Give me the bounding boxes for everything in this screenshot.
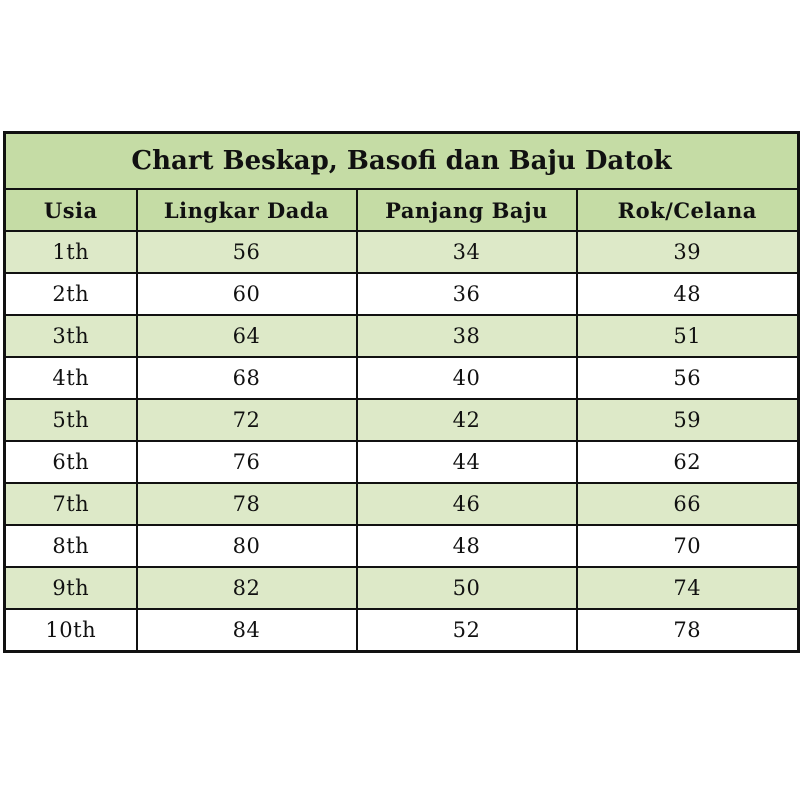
rok-celana-cell: 70 xyxy=(577,525,799,567)
lingkar-dada-cell: 60 xyxy=(137,273,357,315)
panjang-baju-cell: 50 xyxy=(357,567,577,609)
usia-cell: 9th xyxy=(5,567,137,609)
panjang-baju-cell: 34 xyxy=(357,231,577,273)
column-header-panjang-baju: Panjang Baju xyxy=(357,189,577,231)
rok-celana-cell: 59 xyxy=(577,399,799,441)
rok-celana-cell: 39 xyxy=(577,231,799,273)
usia-cell: 4th xyxy=(5,357,137,399)
panjang-baju-cell: 40 xyxy=(357,357,577,399)
usia-cell: 8th xyxy=(5,525,137,567)
lingkar-dada-cell: 76 xyxy=(137,441,357,483)
usia-cell: 3th xyxy=(5,315,137,357)
lingkar-dada-cell: 72 xyxy=(137,399,357,441)
table-row xyxy=(5,231,799,273)
column-header-lingkar-dada: Lingkar Dada xyxy=(137,189,357,231)
rok-celana-cell: 74 xyxy=(577,567,799,609)
rok-celana-cell: 56 xyxy=(577,357,799,399)
title-row xyxy=(5,133,799,190)
table-row xyxy=(5,315,799,357)
rok-celana-cell: 78 xyxy=(577,609,799,652)
usia-cell: 1th xyxy=(5,231,137,273)
lingkar-dada-cell: 82 xyxy=(137,567,357,609)
panjang-baju-cell: 52 xyxy=(357,609,577,652)
table-row xyxy=(5,609,799,652)
table-row xyxy=(5,273,799,315)
usia-cell: 2th xyxy=(5,273,137,315)
rok-celana-cell: 51 xyxy=(577,315,799,357)
table-row xyxy=(5,357,799,399)
table-row xyxy=(5,567,799,609)
panjang-baju-cell: 48 xyxy=(357,525,577,567)
rok-celana-cell: 66 xyxy=(577,483,799,525)
lingkar-dada-cell: 68 xyxy=(137,357,357,399)
table-row xyxy=(5,441,799,483)
lingkar-dada-cell: 64 xyxy=(137,315,357,357)
panjang-baju-cell: 44 xyxy=(357,441,577,483)
column-header-row xyxy=(5,189,799,231)
usia-cell: 5th xyxy=(5,399,137,441)
usia-cell: 7th xyxy=(5,483,137,525)
table-title: Chart Beskap, Basofi dan Baju Datok xyxy=(5,133,799,190)
panjang-baju-cell: 46 xyxy=(357,483,577,525)
panjang-baju-cell: 38 xyxy=(357,315,577,357)
lingkar-dada-cell: 56 xyxy=(137,231,357,273)
table-row xyxy=(5,399,799,441)
table-row xyxy=(5,525,799,567)
panjang-baju-cell: 36 xyxy=(357,273,577,315)
column-header-rok-celana: Rok/Celana xyxy=(577,189,799,231)
rok-celana-cell: 48 xyxy=(577,273,799,315)
size-chart-table xyxy=(3,131,800,653)
table-body xyxy=(5,231,799,652)
lingkar-dada-cell: 80 xyxy=(137,525,357,567)
column-header-usia: Usia xyxy=(5,189,137,231)
lingkar-dada-cell: 84 xyxy=(137,609,357,652)
lingkar-dada-cell: 78 xyxy=(137,483,357,525)
usia-cell: 10th xyxy=(5,609,137,652)
table-row xyxy=(5,483,799,525)
rok-celana-cell: 62 xyxy=(577,441,799,483)
panjang-baju-cell: 42 xyxy=(357,399,577,441)
usia-cell: 6th xyxy=(5,441,137,483)
